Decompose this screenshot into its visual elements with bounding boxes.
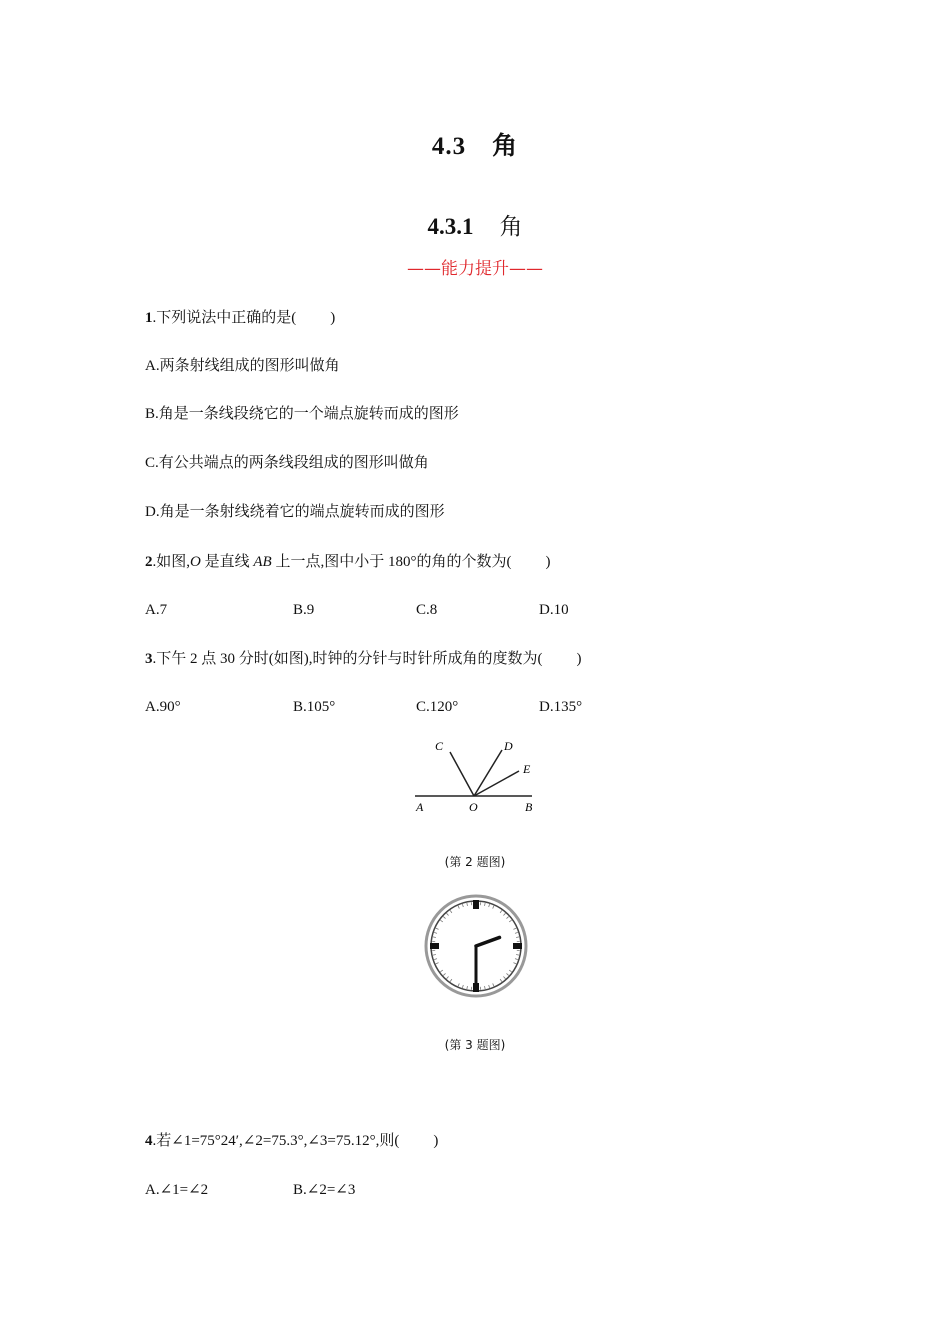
q2-option-b: B.9 xyxy=(293,602,315,618)
label-o: O xyxy=(469,800,478,814)
question-stem: .下列说法中正确的是( xyxy=(152,310,297,326)
tick-12 xyxy=(473,900,479,909)
question-4: 4.若∠1=75°24′,∠2=75.3°,∠3=75.12°,则( ) xyxy=(145,1133,439,1149)
label-c: C xyxy=(435,739,444,753)
q4-option-a: A.∠1=∠2 xyxy=(145,1182,209,1198)
question-1: 1.下列说法中正确的是( ) xyxy=(145,310,336,326)
tick-3 xyxy=(513,943,522,949)
label-d: D xyxy=(504,739,513,753)
subsection-title-text: 角 xyxy=(499,214,523,239)
question-number: 3 xyxy=(145,651,153,667)
label-a: A xyxy=(416,800,424,814)
section-title-text: 角 xyxy=(492,133,519,160)
variable-ab: AB xyxy=(253,554,272,570)
q3-option-c: C.120° xyxy=(416,699,459,715)
tagline: ——能力提升—— xyxy=(407,259,543,279)
question-number: 2 xyxy=(145,554,153,570)
q1-option-b: B.角是一条线段绕它的一个端点旋转而成的图形 xyxy=(145,406,459,422)
question-number: 4 xyxy=(145,1133,153,1149)
figure-3-clock xyxy=(423,893,529,999)
question-2: 2.如图,O 是直线 AB 上一点,图中小于 180°的角的个数为( ) xyxy=(145,554,551,570)
section-title xyxy=(0,126,950,162)
question-stem: .若∠1=75°24′,∠2=75.3°,∠3=75.12°,则( xyxy=(152,1133,400,1149)
subsection-number: 4.3.1 xyxy=(427,214,474,239)
ray-oc xyxy=(450,752,474,796)
q2-option-d: D.10 xyxy=(539,602,569,618)
question-stem: .下午 2 点 30 分时(如图),时钟的分针与时针所成角的度数为( xyxy=(152,651,543,667)
label-b: B xyxy=(525,800,533,814)
q3-option-d: D.135° xyxy=(539,699,583,715)
label-e: E xyxy=(523,762,531,776)
question-3: 3.下午 2 点 30 分时(如图),时钟的分针与时针所成角的度数为( ) xyxy=(145,651,582,667)
q1-option-a: A.两条射线组成的图形叫做角 xyxy=(145,358,340,374)
figure-3-caption: (第 3 题图) xyxy=(444,1038,506,1052)
q2-option-a: A.7 xyxy=(145,602,168,618)
subsection-title xyxy=(0,208,950,241)
section-number: 4.3 xyxy=(431,133,467,160)
ray-od xyxy=(474,750,502,796)
figure-2-angle-diagram xyxy=(400,732,550,817)
q3-option-b: B.105° xyxy=(293,699,336,715)
q2-option-c: C.8 xyxy=(416,602,438,618)
q3-option-a: A.90° xyxy=(145,699,181,715)
tick-9 xyxy=(430,943,439,949)
question-number: 1 xyxy=(145,310,153,326)
variable-o: O xyxy=(190,554,201,570)
q1-option-c: C.有公共端点的两条线段组成的图形叫做角 xyxy=(145,455,429,471)
figure-2-caption: (第 2 题图) xyxy=(444,855,506,869)
q4-option-b: B.∠2=∠3 xyxy=(293,1182,356,1198)
q1-option-d: D.角是一条射线绕着它的端点旋转而成的图形 xyxy=(145,504,445,520)
